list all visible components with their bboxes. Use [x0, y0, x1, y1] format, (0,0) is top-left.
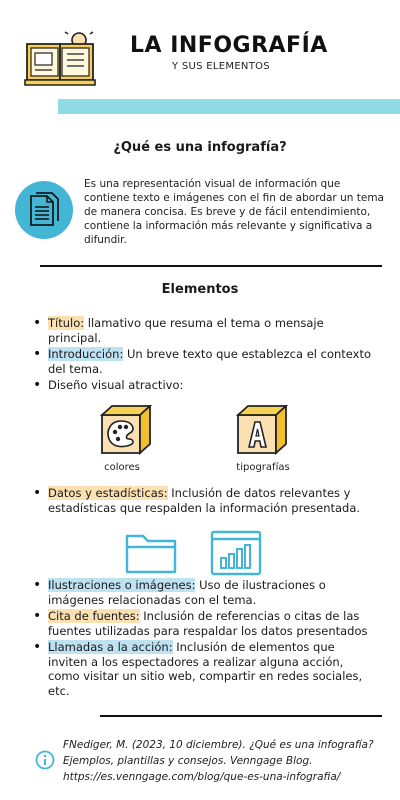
- divider: [100, 715, 382, 717]
- list-item: [33, 609, 373, 638]
- list-item: [33, 578, 373, 607]
- list-item: [33, 486, 373, 515]
- elements-heading: Elementos: [161, 282, 239, 297]
- book-lightbulb-icon: [24, 30, 96, 88]
- letter-a-cube-icon: [236, 405, 288, 459]
- list-item: [33, 316, 373, 345]
- list-item: [33, 347, 373, 376]
- item-text: Inclusión de datos relevantes y estadísticas que respalden la información presentada.: [48, 486, 361, 515]
- header-accent-bar: [58, 99, 400, 114]
- item-label: Ilustraciones o imágenes:: [48, 578, 196, 592]
- list-item: [33, 640, 373, 698]
- intro-description: Es una representación visual de información que contiene texto e imágenes con el fin de abordar un tema de manera concisa. Es breve y de fácil entendimiento, contiene la información más relevante y significativa a difundir.: [84, 178, 384, 246]
- item-text: llamativo que resuma el tema o mensaje principal.: [48, 316, 324, 345]
- document-icon: [15, 181, 73, 239]
- caption-colores: colores: [104, 462, 140, 473]
- item-text: Un breve texto que establezca el contexto del tema.: [48, 347, 372, 376]
- citation-text: FNediger, M. (2023, 10 diciembre). ¿Qué es una infografía? Ejemplos, plantillas y consejos. Venngage Blog. https://es.venngage.com/blog/que-es-una-infografia/: [63, 739, 374, 783]
- palette-cube-icon: [100, 405, 152, 459]
- item-label: Datos y estadísticas:: [48, 486, 168, 500]
- intro-heading: ¿Qué es una infografía?: [113, 140, 287, 155]
- elements-list: [33, 316, 373, 395]
- folder-icon: [125, 532, 177, 578]
- item-text: Diseño visual atractivo:: [48, 378, 184, 392]
- bar-chart-icon: [210, 530, 262, 580]
- item-label: Introducción:: [48, 347, 124, 361]
- elements-list: [33, 486, 373, 517]
- item-text: Inclusión de referencias o citas de las fuentes utilizadas para respaldar los datos presentados: [48, 609, 368, 638]
- info-icon: [35, 750, 55, 774]
- divider: [40, 265, 382, 267]
- page-subtitle: Y SUS ELEMENTOS: [172, 61, 270, 72]
- item-label: Cita de fuentes:: [48, 609, 140, 623]
- item-label: Título:: [48, 316, 85, 330]
- elements-list: [33, 578, 373, 700]
- list-item: [33, 378, 373, 393]
- item-label: Llamadas a la acción:: [48, 640, 173, 654]
- item-text: Uso de ilustraciones o imágenes relacionadas con el tema.: [48, 578, 326, 607]
- caption-tipografias: tipografías: [236, 462, 290, 473]
- item-text: Inclusión de elementos que inviten a los espectadores a realizar alguna acción, como visitar un sitio web, compartir en redes sociales, etc.: [48, 640, 363, 698]
- page-title: LA INFOGRAFÍA: [130, 33, 328, 58]
